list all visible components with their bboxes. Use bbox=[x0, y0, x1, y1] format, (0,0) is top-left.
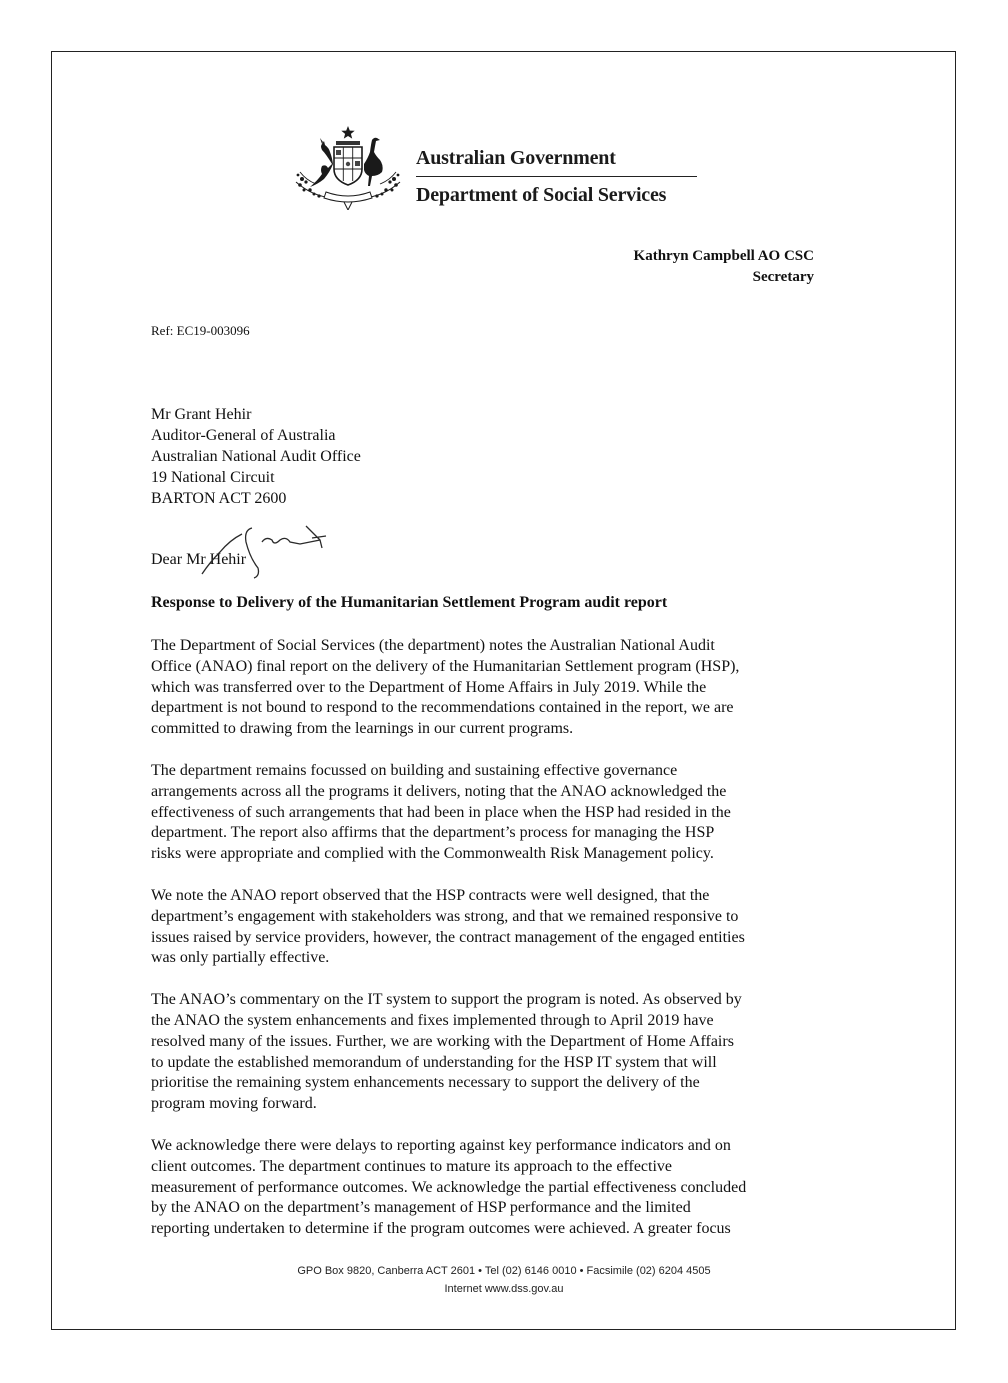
footer-contact: GPO Box 9820, Canberra ACT 2601 • Tel (02) 6146 0010 • Facsimile (02) 6204 4505 bbox=[297, 1265, 711, 1277]
body-line: the ANAO the system enhancements and fixes implemented through to April 2019 have bbox=[151, 1011, 714, 1029]
handwritten-signature bbox=[180, 518, 340, 580]
department-name: Department of Social Services bbox=[416, 184, 667, 206]
letterhead-divider bbox=[416, 176, 697, 177]
address-line: Auditor-General of Australia bbox=[151, 427, 336, 444]
body-line: The ANAO’s commentary on the IT system to support the program is noted. As observed by bbox=[151, 991, 742, 1009]
body-line: resolved many of the issues. Further, we are working with the Department of Home Affairs bbox=[151, 1032, 734, 1050]
sender-block bbox=[634, 246, 814, 288]
body-paragraph bbox=[151, 886, 851, 969]
body-paragraph bbox=[151, 1136, 851, 1240]
body-line: client outcomes. The department continues to mature its approach to the effective bbox=[151, 1157, 673, 1175]
letterhead-footer bbox=[0, 1262, 1008, 1298]
body-line: prioritise the remaining system enhancements necessary to support the delivery of the bbox=[151, 1074, 700, 1092]
body-paragraph bbox=[151, 990, 851, 1115]
reference-number: Ref: EC19-003096 bbox=[151, 323, 250, 338]
body-line: We acknowledge there were delays to reporting against key performance indicators and on bbox=[151, 1136, 731, 1154]
body-line: The Department of Social Services (the department) notes the Australian National Audit bbox=[151, 637, 715, 654]
address-line: Australian National Audit Office bbox=[151, 448, 361, 465]
body-line: by the ANAO on the department’s management of HSP performance and the limited bbox=[151, 1199, 691, 1217]
body-line: which was transferred over to the Department of Home Affairs in July 2019. While the bbox=[151, 678, 707, 696]
body-line: department is not bound to respond to the recommendations contained in the report, we are bbox=[151, 699, 734, 717]
body-line: department. The report also affirms that the department’s process for managing the HSP bbox=[151, 824, 715, 842]
salutation: Dear Mr Hehir bbox=[151, 551, 247, 568]
body-paragraph bbox=[151, 761, 851, 865]
body-line: The department remains focussed on building and sustaining effective governance bbox=[151, 761, 678, 779]
coat-of-arms-icon bbox=[292, 124, 404, 210]
letter-subject: Response to Delivery of the Humanitarian Settlement Program audit report bbox=[151, 594, 668, 611]
body-line: effectiveness of such arrangements that had been in place when the HSP had resided in the bbox=[151, 803, 731, 821]
body-line: We note the ANAO report observed that the HSP contracts were well designed, that the bbox=[151, 886, 710, 904]
footer-website: Internet www.dss.gov.au bbox=[444, 1283, 564, 1295]
body-line: measurement of performance outcomes. We acknowledge the partial effectiveness concluded bbox=[151, 1178, 747, 1196]
body-line: issues raised by service providers, however, the contract management of the engaged entities bbox=[151, 928, 745, 946]
body-line: committed to drawing from the learnings in our current programs. bbox=[151, 720, 574, 738]
body-line: Office (ANAO) final report on the delivery of the Humanitarian Settlement program (HSP), bbox=[151, 657, 740, 675]
recipient-address bbox=[151, 404, 361, 509]
address-line: Mr Grant Hehir bbox=[151, 406, 252, 423]
body-line: to update the established memorandum of understanding for the HSP IT system that will bbox=[151, 1053, 717, 1071]
body-paragraph bbox=[151, 636, 851, 740]
body-line: was only partially effective. bbox=[151, 949, 330, 967]
sender-title: Secretary bbox=[752, 269, 814, 285]
sender-name: Kathryn Campbell AO CSC bbox=[633, 248, 814, 264]
body-line: risks were appropriate and complied with the Commonwealth Risk Management policy. bbox=[151, 845, 714, 863]
letter-body bbox=[151, 636, 851, 1240]
body-line: program moving forward. bbox=[151, 1095, 317, 1113]
government-name: Australian Government bbox=[416, 147, 616, 169]
address-line: BARTON ACT 2600 bbox=[151, 490, 287, 507]
body-line: reporting undertaken to determine if the program outcomes were achieved. A greater focus bbox=[151, 1220, 731, 1238]
body-line: arrangements across all the programs it delivers, noting that the ANAO acknowledged the bbox=[151, 782, 727, 800]
address-line: 19 National Circuit bbox=[151, 469, 275, 486]
body-line: department’s engagement with stakeholders was strong, and that we remained responsive to bbox=[151, 907, 739, 925]
